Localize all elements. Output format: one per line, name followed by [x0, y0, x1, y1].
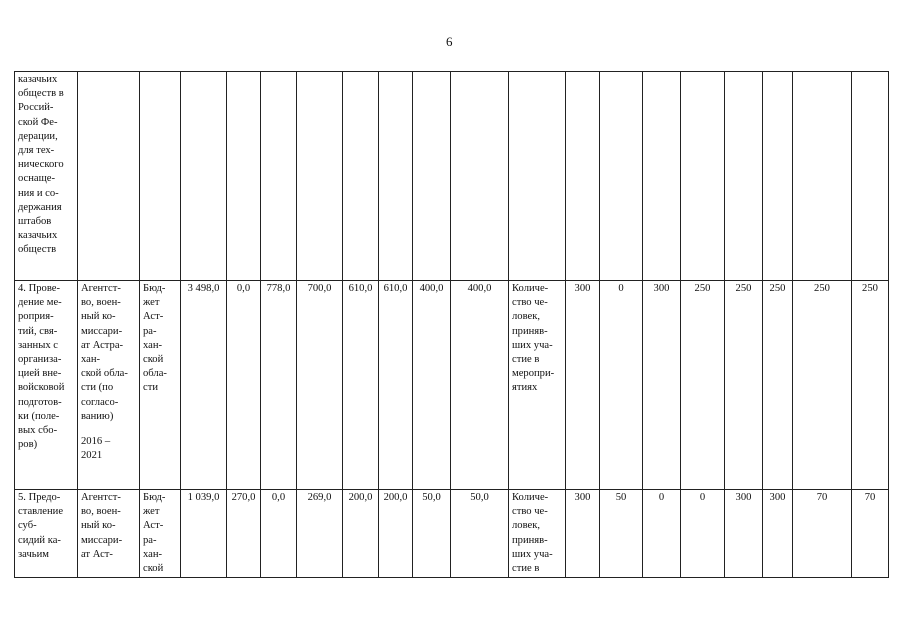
indicator-value-cell: 50 [600, 490, 643, 578]
amount-cell: 200,0 [343, 490, 379, 578]
indicator-value-cell [763, 72, 793, 281]
indicator-value-cell: 0 [600, 281, 643, 490]
indicator-value-cell: 250 [852, 281, 889, 490]
indicator-value-cell: 0 [681, 490, 725, 578]
executor-text: Агентст- во, воен- ный ко- миссари- ат Астра- хан- ской обла- сти (по согласо- ванию) [81, 283, 128, 422]
table-row [15, 281, 889, 490]
indicator-value-cell: 70 [852, 490, 889, 578]
amount-cell: 400,0 [413, 281, 451, 490]
amount-cell [343, 72, 379, 281]
indicator-cell: Количе- ство че- ловек, приняв- ших уча- стие в [509, 490, 566, 578]
table-row [15, 72, 889, 281]
amount-cell: 200,0 [379, 490, 413, 578]
activity-name-cell: 4. Прове- дение ме- роприя- тий, свя- занных с организа- цией вне- войсковой подготов- ки (поле- вых сбо- ров) [15, 281, 78, 490]
amount-cell [413, 72, 451, 281]
executor-text: Агентст- во, воен- ный ко- миссари- ат Аст- [81, 492, 123, 560]
indicator-value-cell: 300 [566, 490, 600, 578]
amount-cell: 270,0 [227, 490, 261, 578]
amount-cell [261, 72, 297, 281]
indicator-value-cell [793, 72, 852, 281]
amount-cell [297, 72, 343, 281]
indicator-value-cell [725, 72, 763, 281]
indicator-cell [509, 72, 566, 281]
page-number: 6 [446, 34, 453, 49]
amount-cell: 269,0 [297, 490, 343, 578]
amount-cell: 400,0 [451, 281, 509, 490]
indicator-value-cell: 300 [725, 490, 763, 578]
indicator-value-cell: 300 [566, 281, 600, 490]
funding-source-cell: Бюд- жет Аст- ра- хан- ской обла- сти [140, 281, 181, 490]
amount-cell: 610,0 [379, 281, 413, 490]
indicator-value-cell: 250 [793, 281, 852, 490]
amount-cell: 3 498,0 [181, 281, 227, 490]
funding-source-cell [140, 72, 181, 281]
executor-cell [78, 72, 140, 281]
activity-name-cell: 5. Предо- ставление суб- сидий ка- зачьим [15, 490, 78, 578]
indicator-value-cell: 250 [763, 281, 793, 490]
indicator-value-cell: 0 [643, 490, 681, 578]
amount-cell: 50,0 [451, 490, 509, 578]
amount-cell: 778,0 [261, 281, 297, 490]
amount-cell [451, 72, 509, 281]
table-row [15, 490, 889, 578]
amount-cell: 1 039,0 [181, 490, 227, 578]
indicator-value-cell [852, 72, 889, 281]
indicator-value-cell [681, 72, 725, 281]
indicator-value-cell: 300 [763, 490, 793, 578]
indicator-value-cell: 250 [725, 281, 763, 490]
amount-cell [181, 72, 227, 281]
amount-cell: 50,0 [413, 490, 451, 578]
amount-cell: 610,0 [343, 281, 379, 490]
amount-cell: 0,0 [261, 490, 297, 578]
executor-cell [78, 281, 140, 490]
indicator-value-cell: 300 [643, 281, 681, 490]
amount-cell [379, 72, 413, 281]
amount-cell: 0,0 [227, 281, 261, 490]
indicator-value-cell: 70 [793, 490, 852, 578]
indicator-cell: Количе- ство че- ловек, приняв- ших уча- стие в меропри- ятиях [509, 281, 566, 490]
amount-cell: 700,0 [297, 281, 343, 490]
amount-cell [227, 72, 261, 281]
indicator-value-cell [600, 72, 643, 281]
executor-cell [78, 490, 140, 578]
period-text: 2016 – 2021 [81, 436, 111, 462]
program-table [14, 71, 889, 578]
funding-source-cell: Бюд- жет Аст- ра- хан- ской [140, 490, 181, 578]
indicator-value-cell [643, 72, 681, 281]
activity-name-cell: казачьих обществ в Россий- ской Фе- дерации, для тех- нического оснаще- ния и со- держания штабов казачьих обществ [15, 72, 78, 281]
indicator-value-cell: 250 [681, 281, 725, 490]
indicator-value-cell [566, 72, 600, 281]
